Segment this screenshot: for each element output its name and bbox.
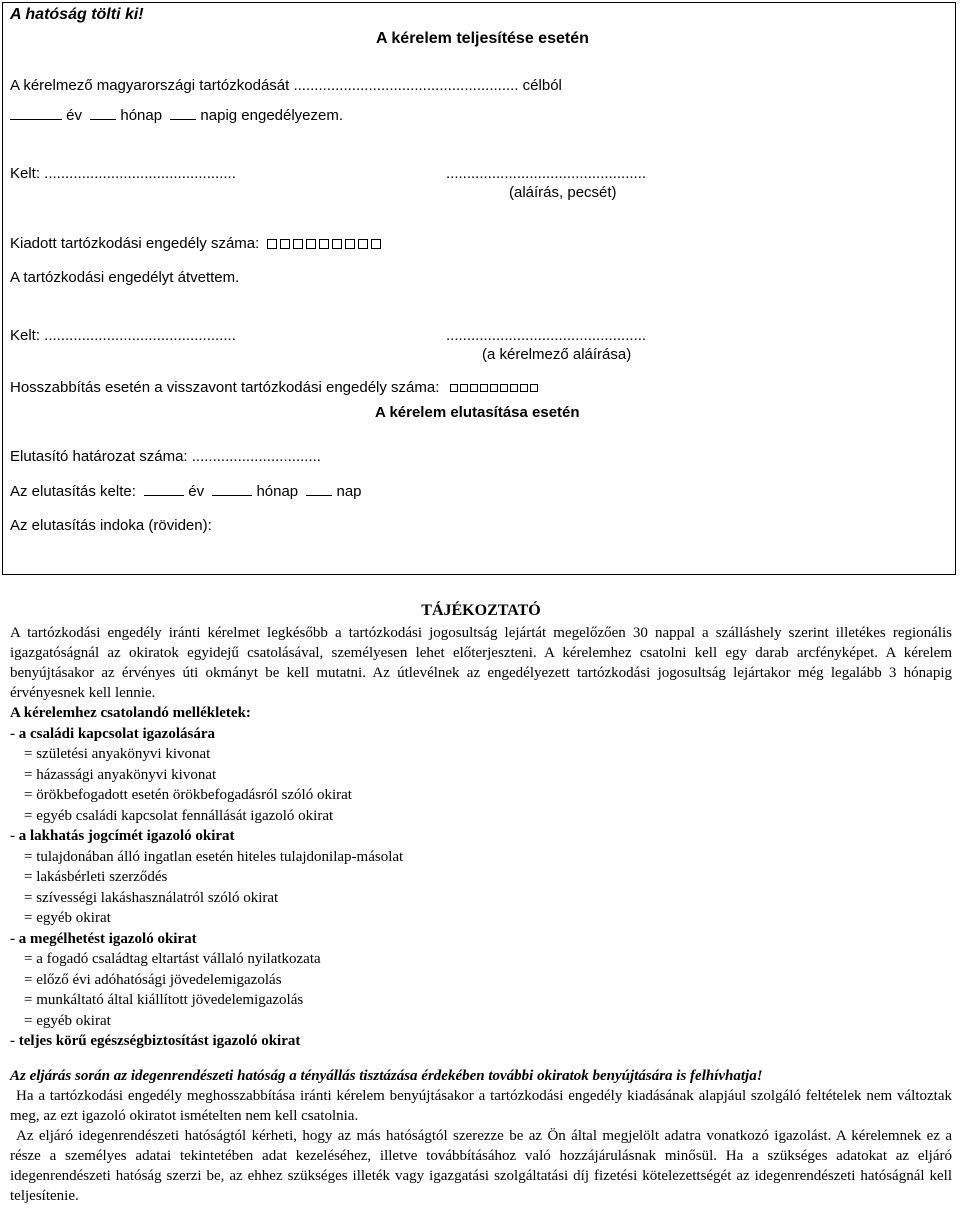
napig-label: napig engedélyezem. xyxy=(200,107,344,124)
group-title-housing: - a lakhatás jogcímét igazoló okirat xyxy=(10,828,235,844)
authority-note: A hatóság tölti ki! xyxy=(10,6,144,23)
list-item: = szívességi lakáshasználatról szóló okirat xyxy=(24,889,279,906)
revoked-permit-label: Hosszabbítás esetén a visszavont tartózkodási engedély száma: xyxy=(10,379,440,396)
list-item: = egyéb okirat xyxy=(24,910,111,926)
rejection-year-blank[interactable] xyxy=(144,483,184,496)
group-title-family: - a családi kapcsolat igazolására xyxy=(10,725,215,742)
info-paragraph-2: Ha a tartózkodási engedély meghosszabbítása iránti kérelem benyújtásakor a tartózkodási engedély kiadásának alapjául szolgáló feltételek nem változtak meg, az ezt igazoló okiratot ismételten nem kell csatolnia. xyxy=(10,1088,952,1124)
rejection-number: Elutasító határozat száma: ............................... xyxy=(10,448,321,465)
revoked-permit-number-boxes[interactable] xyxy=(450,379,540,396)
month-blank[interactable] xyxy=(90,107,116,120)
issued-permit-label: Kiadott tartózkodási engedély száma: xyxy=(10,235,260,252)
list-item: = a fogadó családtag eltartást vállaló nyilatkozata xyxy=(24,951,321,967)
kelt-date-1: Kelt: .............................................. xyxy=(10,165,236,182)
list-item: = lakásbérleti szerződés xyxy=(24,869,168,885)
signature-dots-1: ................................................ xyxy=(446,165,647,182)
rejection-day-blank[interactable] xyxy=(306,483,332,496)
kelt-date-2: Kelt: .............................................. xyxy=(10,327,236,344)
authorize-line-2 xyxy=(10,107,343,124)
list-item: = házassági anyakönyvi kivonat xyxy=(24,766,217,783)
rejection-ev-label: év xyxy=(188,483,205,500)
rejection-date-row xyxy=(10,483,362,500)
signature-caption-2: (a kérelmező aláírása) xyxy=(482,346,632,363)
list-item: = munkáltató által kiállított jövedelemigazolás xyxy=(24,992,304,1008)
group-title-health-insurance: - teljes körű egészségbiztosítást igazoló okirat xyxy=(10,1033,301,1049)
list-item: = születési anyakönyvi kivonat xyxy=(24,746,211,762)
info-paragraph: A tartózkodási engedély iránti kérelmet legkésőbb a tartózkodási jogosultság lejártát megelőzően 30 nappal a szálláshely szerint illetékes regionális igazgatóságnál az okiratok egyidejű csatolásával, személyesen lehet előterjeszteni. A kérelemhez csatolni kell egy darab arcfényképet. A kérelem benyújtásakor az érvényes úti okmányt be kell mutatni. Az útlevélnek az engedélyezett tartózkodási jogosultság lejártakor még legalább 3 hónapig érvényesnek kell lennie. xyxy=(10,625,952,701)
list-item: = örökbefogadott esetén örökbefogadásról szóló okirat xyxy=(24,787,352,803)
group-title-livelihood: - a megélhetést igazoló okirat xyxy=(10,930,197,947)
list-item: = előző évi adóhatósági jövedelemigazolás xyxy=(24,971,282,988)
ev-label: év xyxy=(66,107,83,124)
list-item: = egyéb családi kapcsolat fennállását igazoló okirat xyxy=(24,807,334,824)
issued-permit-row xyxy=(10,235,384,252)
completion-heading: A kérelem teljesítése esetén xyxy=(376,30,589,47)
revoked-permit-row xyxy=(10,379,540,396)
permit-received-text: A tartózkodási engedélyt átvettem. xyxy=(10,269,240,286)
rejection-heading: A kérelem elutasítása esetén xyxy=(375,404,580,421)
info-title: TÁJÉKOZTATÓ xyxy=(421,602,541,619)
attachments-heading: A kérelemhez csatolandó mellékletek: xyxy=(10,705,251,721)
signature-caption-1: (aláírás, pecsét) xyxy=(509,184,617,201)
list-item: = egyéb okirat xyxy=(24,1012,111,1029)
notice-italic: Az eljárás során az idegenrendészeti hatóság a tényállás tisztázása érdekében további okiratok benyújtására is felhívhatja! xyxy=(10,1067,763,1084)
signature-dots-2: ................................................ xyxy=(446,327,647,344)
rejection-date-label: Az elutasítás kelte: xyxy=(10,483,136,500)
issued-permit-number-boxes[interactable] xyxy=(267,235,384,252)
rejection-month-blank[interactable] xyxy=(212,483,252,496)
list-item: = tulajdonában álló ingatlan esetén hiteles tulajdonilap-másolat xyxy=(24,848,404,865)
info-section xyxy=(10,601,952,1206)
honap-label: hónap xyxy=(120,107,163,124)
year-blank[interactable] xyxy=(10,107,62,120)
rejection-reason-label: Az elutasítás indoka (röviden): xyxy=(10,517,212,534)
authorize-line-1: A kérelmező magyarországi tartózkodását ...................................................... célból xyxy=(10,77,562,94)
info-paragraph-3: Az eljáró idegenrendészeti hatóságtól kérheti, hogy az más hatóságtól szerezze be az Ön által megjelölt adatra vonatkozó igazolást. A kérelemnek ez a része a személyes adatai tekintetében adat kezeléséhez, illetve továbbításához való hozzájárulásnak minősül. Ha a szükséges adatokat az eljáró idegenrendészeti hatóság szerzi be, az ehhez szükséges illeték vagy igazgatási szolgáltatási díj fizetési kötelezettségét az idegenrendészeti hatóságnál kell teljesítenie. xyxy=(10,1128,952,1204)
rejection-honap-label: hónap xyxy=(256,483,299,500)
rejection-nap-label: nap xyxy=(336,483,362,500)
day-blank[interactable] xyxy=(170,107,196,120)
